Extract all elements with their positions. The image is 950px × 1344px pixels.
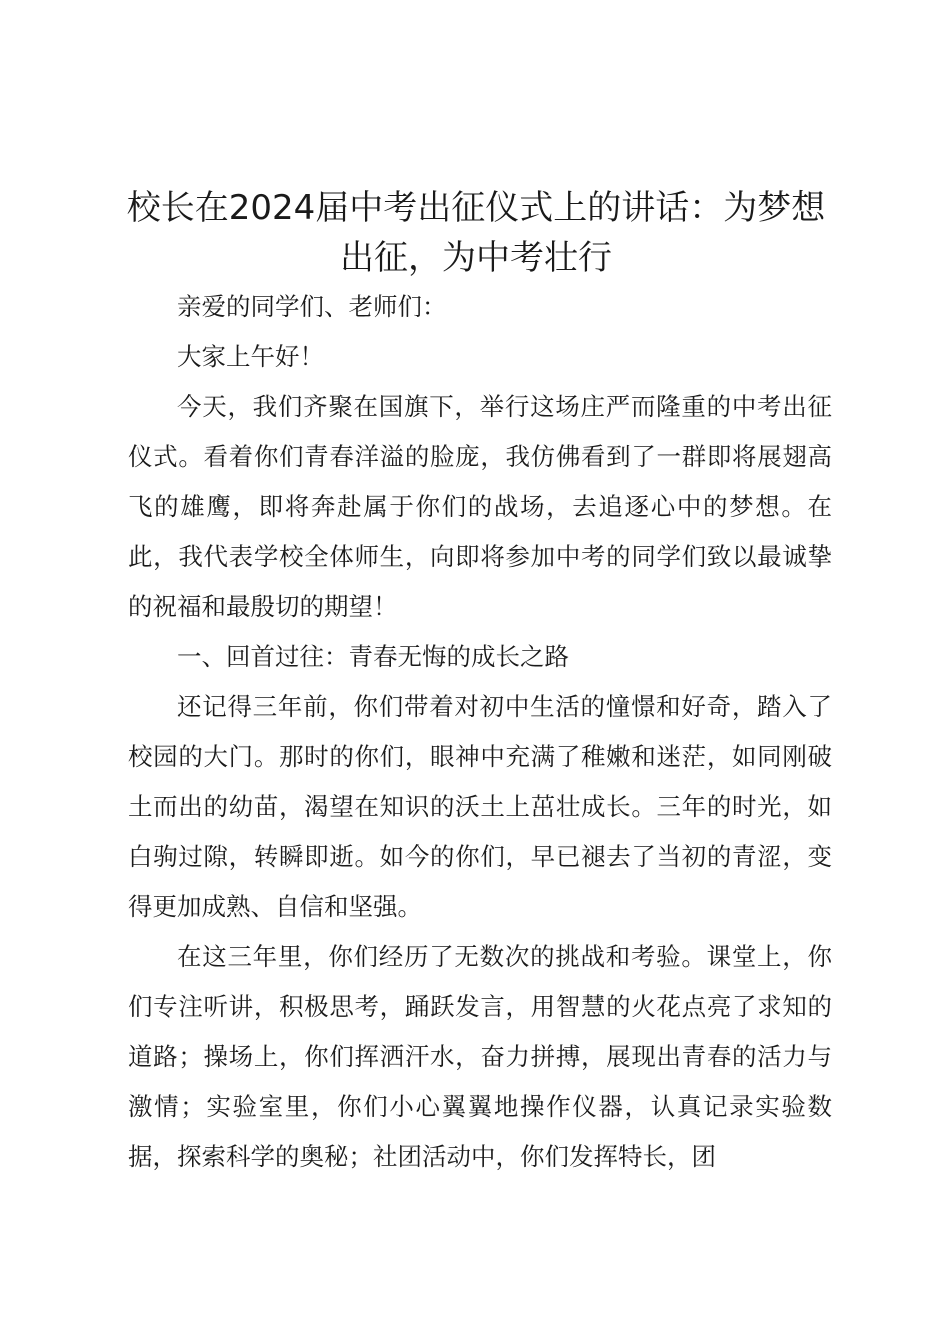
document-title: 校长在2024届中考出征仪式上的讲话：为梦想出征，为中考壮行 (126, 188, 826, 278)
paragraph-memories: 还记得三年前，你们带着对初中生活的憧憬和好奇，踏入了校园的大门。那时的你们，眼神中充满了稚嫩和迷茫，如同刚破土而出的幼苗，渴望在知识的沃土上茁壮成长。三年的时光，如白驹过隙，转瞬即逝。如今的你们，早已褪去了当初的青涩，变得更加成熟、自信和坚强。 (128, 692, 832, 921)
paragraph-challenges: 在这三年里，你们经历了无数次的挑战和考验。课堂上，你们专注听讲，积极思考，踊跃发言，用智慧的火花点亮了求知的道路；操场上，你们挥洒汗水，奋力拼搏，展现出青春的活力与激情；实验室里，你们小心翼翼地操作仪器，认真记录实验数据，探索科学的奥秘；社团活动中，你们发挥特长，团 (128, 942, 832, 1171)
document-body (128, 282, 832, 1182)
section-heading: 一、回首过往：青春无悔的成长之路 (177, 642, 569, 671)
greeting: 大家上午好！ (177, 342, 324, 371)
salutation: 亲爱的同学们、老师们： (177, 292, 447, 321)
paragraph-intro: 今天，我们齐聚在国旗下，举行这场庄严而隆重的中考出征仪式。看着你们青春洋溢的脸庞，我仿佛看到了一群即将展翅高飞的雄鹰，即将奔赴属于你们的战场，去追逐心中的梦想。在此，我代表学校全体师生，向即将参加中考的同学们致以最诚挚的祝福和最殷切的期望！ (128, 392, 832, 621)
